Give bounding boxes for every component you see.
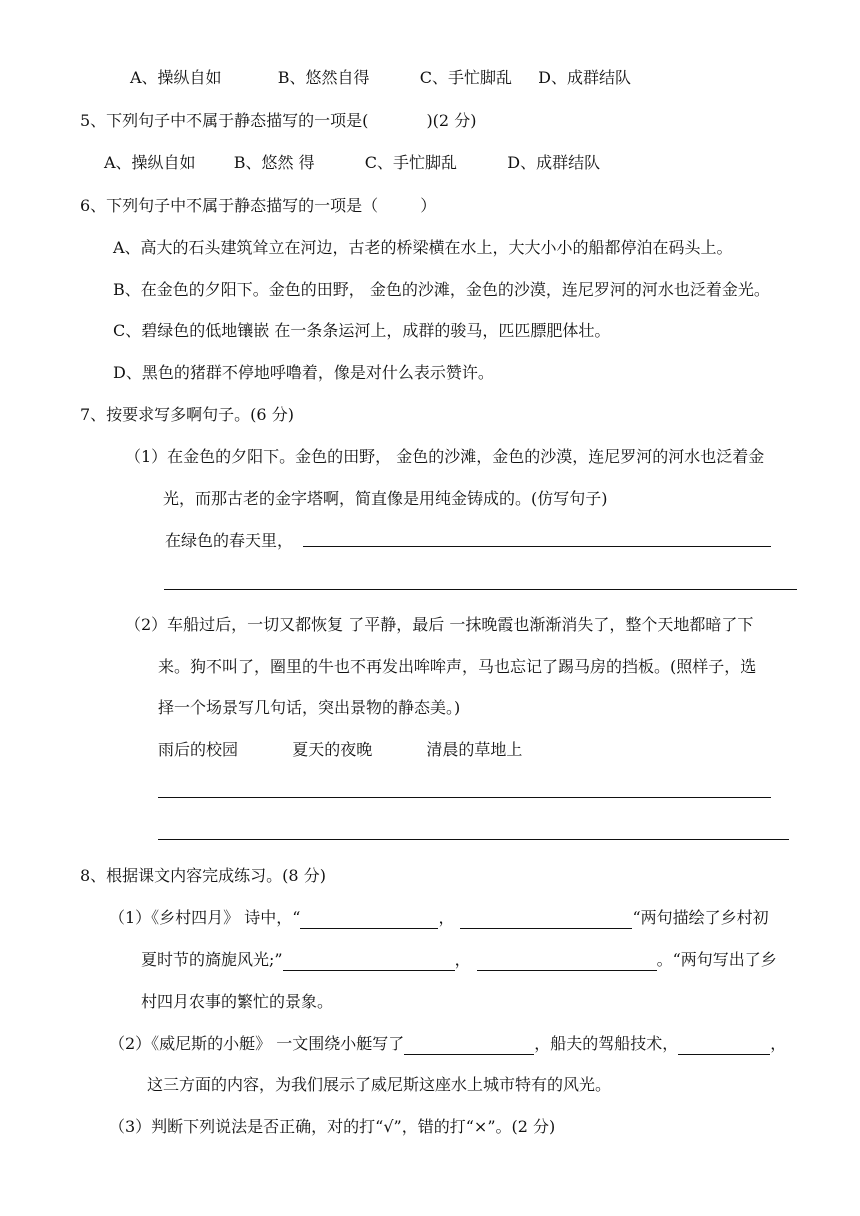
q7-answer-line-1[interactable]	[303, 546, 771, 547]
q8-p1-text3: 。“两句写出了乡	[656, 950, 777, 969]
q8-blank-2[interactable]	[460, 910, 632, 929]
q8-p2-text: ，船夫的驾船技术，	[534, 1034, 679, 1053]
q8-p2-line1	[109, 1033, 786, 1055]
q7-answer-line-3[interactable]	[158, 797, 771, 798]
q8-p2-line2: 这三方面的内容，为我们展示了威尼斯这座水上城市特有的风光。	[147, 1075, 612, 1094]
q8-p2-intro: （2）《威尼斯的小艇》 一文围绕小艇写了	[109, 1034, 405, 1053]
q8-blank-4[interactable]	[477, 952, 657, 971]
q7-p2-line2: 来。狗不叫了，圈里的牛也不再发出哞哞声，马也忘记了踢马房的挡板。(照样子，选	[158, 657, 757, 676]
q8-p1-line2	[141, 949, 777, 971]
q5-option-c: C、手忙脚乱	[364, 153, 458, 172]
q8-p3: （3）判断下列说法是否正确，对的打“√”，错的打“×”。(2 分)	[109, 1117, 556, 1136]
q6-option-a: A、高大的石头建筑耸立在河边，古老的桥梁横在水上，大大小小的船都停泊在码头上。	[113, 238, 733, 257]
q8-p1-text: “两句描绘了乡村初	[632, 908, 769, 927]
option-a: A、操纵自如	[130, 68, 222, 87]
scene-option-3: 清晨的草地上	[426, 740, 523, 759]
q8-p1-line3: 村四月农事的繁忙的景象。	[141, 992, 334, 1011]
q8-blank-1[interactable]	[300, 910, 438, 929]
option-b: B、悠然自得	[277, 68, 370, 87]
q7-p1-line1: （1）在金色的夕阳下。金色的田野， 金色的沙滩，金色的沙漠，连尼罗河的河水也泛着金	[125, 447, 765, 466]
q7-p2-line1: （2）车船过后，一切又都恢复 了平静，最后 一抹晚霞也渐渐消失了，整个天地都暗了下	[125, 615, 754, 634]
q8-p2-comma: ，	[770, 1034, 787, 1053]
q6-option-b: B、在金色的夕阳下。金色的田野， 金色的沙滩，金色的沙漠，连尼罗河的河水也泛着金光。	[113, 280, 770, 299]
q7-scene-choices	[158, 739, 522, 761]
q6-stem	[80, 195, 436, 217]
q5-score: )(2 分)	[426, 111, 477, 130]
q7-p1-prompt: 在绿色的春天里，	[165, 531, 294, 550]
scene-option-2: 夏天的夜晚	[292, 740, 373, 759]
q5-stem	[80, 110, 476, 132]
q6-close-paren: ）	[420, 196, 437, 215]
q7-p1-line2: 光，而那古老的金字塔啊，简直像是用纯金铸成的。(仿写句子)	[163, 489, 608, 508]
q8-p1-intro: （1）《乡村四月》 诗中，“	[109, 908, 301, 927]
q8-p1-text2: 夏时节的旖旎风光;”	[141, 950, 283, 969]
q5-option-b: B、悠然 得	[233, 153, 315, 172]
option-d: D、成群结队	[538, 68, 631, 87]
q7-answer-line-4[interactable]	[158, 839, 789, 840]
option-c: C、手忙脚乱	[419, 68, 512, 87]
q8-blank-3[interactable]	[283, 952, 455, 971]
q7-p2-line3: 择一个场景写几句话，突出景物的静态美。)	[158, 698, 461, 717]
q7-title: 7、按要求写多啊句子。(6 分)	[80, 405, 294, 424]
q5-option-a: A、操纵自如	[104, 153, 196, 172]
q6-option-c: C、碧绿色的低地镶嵌 在一条条运河上，成群的骏马，匹匹膘肥体壮。	[113, 321, 611, 340]
q6-option-d: D、黑色的猪群不停地呼噜着，像是对什么表示赞许。	[113, 363, 494, 382]
q8-blank-5[interactable]	[404, 1036, 534, 1055]
q6-text: 6、下列句子中不属于静态描写的一项是（	[80, 196, 379, 215]
q5-text: 5、下列句子中不属于静态描写的一项是(	[80, 111, 369, 130]
scene-option-1: 雨后的校园	[158, 740, 239, 759]
q8-blank-6[interactable]	[678, 1036, 770, 1055]
q8-title: 8、根据课文内容完成练习。(8 分)	[80, 866, 326, 885]
q8-p1-line1	[109, 907, 769, 929]
q5-options	[104, 152, 600, 174]
q5-option-d: D、成群结队	[507, 153, 601, 172]
q7-answer-line-2[interactable]	[164, 589, 797, 590]
top-options	[130, 67, 631, 89]
q8-p1-comma: ，	[438, 908, 455, 927]
q8-p1-comma2: ，	[454, 950, 471, 969]
